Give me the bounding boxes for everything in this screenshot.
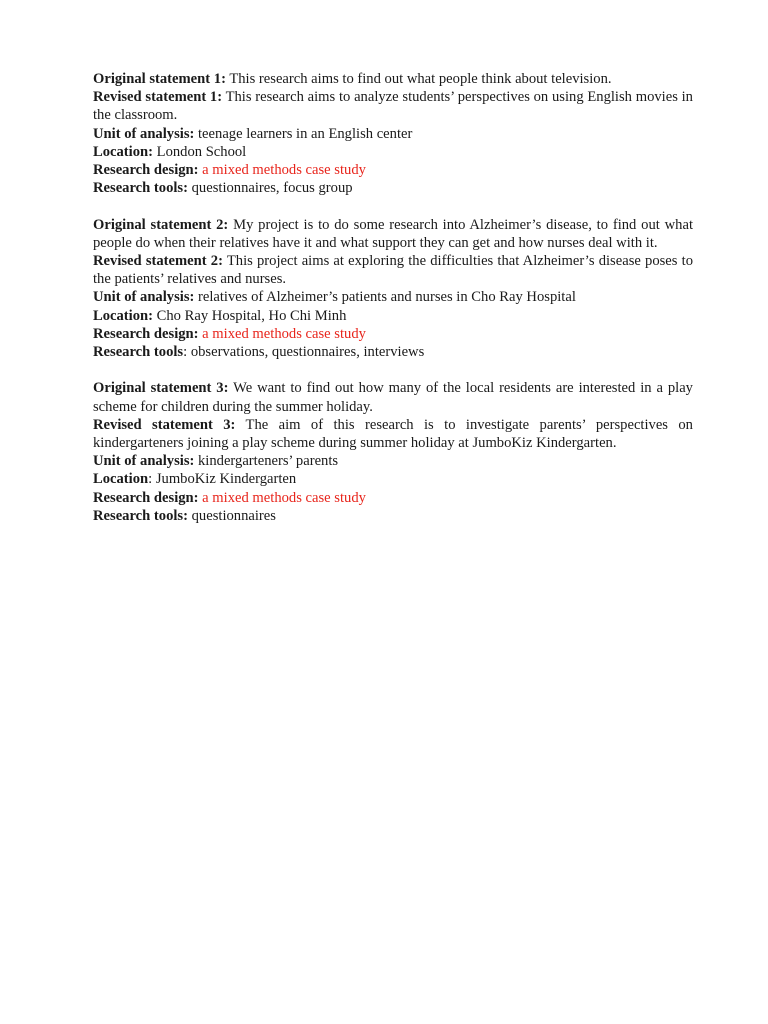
revised-statement [93, 252, 693, 288]
research-design-label: Research design: [93, 162, 199, 179]
original-statement-text: We want to find out how many of the local residents are interested in a play scheme for children during the summer holiday. [93, 380, 693, 415]
research-tools-text: : observations, questionnaires, interviews [183, 344, 425, 361]
unit-of-analysis-label: Unit of analysis: [93, 125, 195, 142]
original-statement [93, 70, 693, 88]
location-label: Location: [93, 307, 153, 324]
location [93, 307, 693, 325]
unit-of-analysis-label: Unit of analysis: [93, 289, 195, 306]
revised-statement-text: This research aims to analyze students’ perspectives on using English movies in the classroom. [93, 89, 693, 124]
unit-of-analysis [93, 125, 693, 143]
research-tools-text: questionnaires, focus group [187, 180, 353, 197]
research-tools-text: questionnaires [187, 507, 276, 524]
research-tools-label: Research tools: [93, 180, 188, 197]
research-design-text: a mixed methods case study [198, 162, 366, 179]
research-design [93, 161, 693, 179]
unit-of-analysis-text: kindergarteners’ parents [194, 453, 339, 470]
revised-statement-label: Revised statement 2: [93, 253, 223, 270]
revised-statement-text: The aim of this research is to investigate parents’ perspectives on kindergarteners joining a play scheme during summer holiday at JumboKiz Kindergarten. [93, 416, 693, 452]
statement-block-1 [93, 70, 693, 197]
statement-block-3 [93, 379, 693, 525]
unit-of-analysis [93, 452, 693, 470]
research-design [93, 489, 693, 507]
location-label: Location [93, 471, 149, 488]
research-tools-label: Research tools: [93, 507, 188, 524]
revised-statement-label: Revised statement 3: [93, 416, 236, 433]
location-label: Location: [93, 143, 153, 160]
research-tools [93, 507, 693, 525]
revised-statement [93, 416, 693, 452]
location [93, 470, 693, 488]
location-text: : JumboKiz Kindergarten [148, 471, 297, 488]
statement-block-2 [93, 216, 693, 362]
unit-of-analysis [93, 288, 693, 306]
location-text: Cho Ray Hospital, Ho Chi Minh [153, 307, 347, 324]
research-design-text: a mixed methods case study [198, 325, 366, 342]
original-statement-label: Original statement 2: [93, 216, 229, 233]
research-tools [93, 343, 693, 361]
original-statement-label: Original statement 1: [93, 71, 226, 87]
revised-statement [93, 88, 693, 124]
unit-of-analysis-label: Unit of analysis: [93, 453, 195, 470]
location [93, 143, 693, 161]
document-page [93, 70, 693, 543]
location-text: London School [153, 143, 247, 160]
original-statement-label: Original statement 3: [93, 380, 229, 397]
revised-statement-label: Revised statement 1: [93, 89, 223, 106]
unit-of-analysis-text: teenage learners in an English center [194, 125, 413, 142]
research-design [93, 325, 693, 343]
unit-of-analysis-text: relatives of Alzheimer’s patients and nurses in Cho Ray Hospital [194, 289, 576, 306]
research-design-label: Research design: [93, 325, 199, 342]
original-statement [93, 379, 693, 415]
original-statement-text: My project is to do some research into Alzheimer’s disease, to find out what people do when their relatives have it and what support they can get and how nurses deal with it. [93, 216, 693, 251]
original-statement [93, 216, 693, 252]
research-tools [93, 179, 693, 197]
research-design-label: Research design: [93, 489, 199, 506]
revised-statement-text: This project aims at exploring the difficulties that Alzheimer’s disease poses to the patients’ relatives and nurses. [93, 253, 693, 288]
research-tools-label: Research tools [93, 344, 184, 361]
original-statement-text: This research aims to find out what people think about television. [225, 71, 612, 87]
research-design-text: a mixed methods case study [198, 489, 366, 506]
